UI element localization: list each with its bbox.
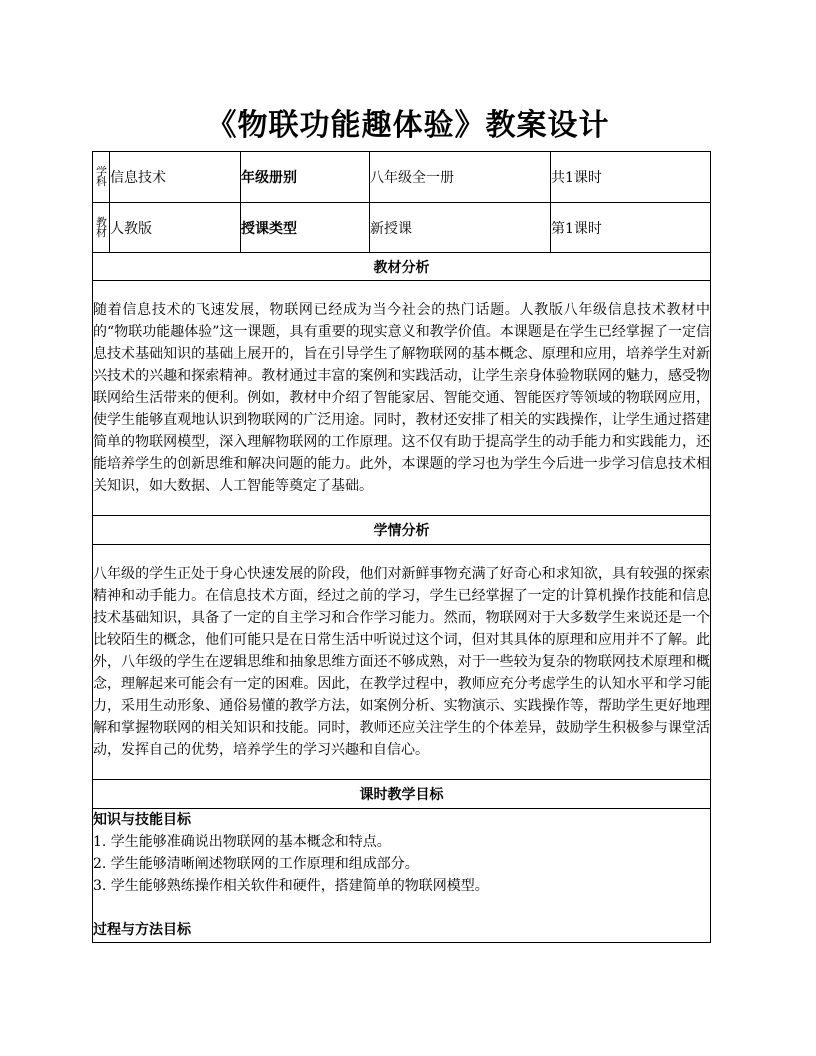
subject-value: 信息技术 xyxy=(110,152,241,203)
textbook-label: 教材 xyxy=(96,215,107,239)
knowledge-heading: 知识与技能目标 xyxy=(93,812,191,829)
info-row-1 xyxy=(93,152,711,203)
grade-value: 八年级全一册 xyxy=(370,152,551,203)
type-value: 新授课 xyxy=(370,203,551,252)
textbook-value: 人教版 xyxy=(110,203,241,252)
info-row-2 xyxy=(93,203,711,252)
knowledge-item: 1. 学生能够准确说出物联网的基本概念和特点。 xyxy=(93,834,391,851)
subject-label-cell xyxy=(93,152,110,203)
student-text-row xyxy=(93,545,711,779)
grade-label: 年级册别 xyxy=(241,152,370,203)
material-heading: 教材分析 xyxy=(93,252,711,280)
material-header-row xyxy=(93,252,711,280)
student-header-row xyxy=(93,516,711,545)
lesson-number: 第1课时 xyxy=(551,203,711,252)
goals-heading: 课时教学目标 xyxy=(93,779,711,808)
knowledge-item: 2. 学生能够清晰阐述物联网的工作原理和组成部分。 xyxy=(93,856,419,873)
textbook-label-cell xyxy=(93,203,110,252)
subject-label: 学科 xyxy=(96,165,107,189)
student-analysis-text: 八年级的学生正处于身心快速发展的阶段，他们对新鲜事物充满了好奇心和求知欲，具有较强的探索精神和动手能力。在信息技术方面，经过之前的学习，学生已经掌握了一定的计算机操作技能和信息技术基础知识，具备了一定的自主学习和合作学习能力。然而，物联网对于大多数学生来说还是一个比较陌生的概念，他们可能只是在日常生活中听说过这个词，但对其具体的原理和应用并不了解。此外，八年级的学生在逻辑思维和抽象思维方面还不够成熟，对于一些较为复杂的物联网技术原理和概念，理解起来可能会有一定的困难。因此，在教学过程中，教师应充分考虑学生的认知水平和学习能力，采用生动形象、通俗易懂的教学方法，如案例分析、实物演示、实践操作等，帮助学生更好地理解和掌握物联网的相关知识和技能。同时，教师还应关注学生的个体差异，鼓励学生积极参与课堂活动，发挥自己的优势，培养学生的学习兴趣和自信心。 xyxy=(93,545,711,779)
goals-content xyxy=(93,808,711,942)
page-title: 《物联功能趣体验》教案设计 xyxy=(206,108,610,143)
goals-row xyxy=(93,808,711,942)
knowledge-item: 3. 学生能够熟练操作相关软件和硬件，搭建简单的物联网模型。 xyxy=(93,878,489,895)
process-heading: 过程与方法目标 xyxy=(93,922,191,939)
spacer xyxy=(93,897,710,919)
total-lessons: 共1课时 xyxy=(551,152,711,203)
material-text-row xyxy=(93,281,711,516)
lesson-plan-table xyxy=(92,151,711,943)
student-heading: 学情分析 xyxy=(93,516,711,545)
type-label: 授课类型 xyxy=(241,203,370,252)
goals-header-row xyxy=(93,779,711,808)
material-analysis-text: 随着信息技术的飞速发展，物联网已经成为当今社会的热门话题。人教版八年级信息技术教材中的“物联功能趣体验”这一课题，具有重要的现实意义和教学价值。本课题是在学生已经掌握了一定信息技术基础知识的基础上展开的，旨在引导学生了解物联网的基本概念、原理和应用，培养学生对新兴技术的兴趣和探索精神。教材通过丰富的案例和实践活动，让学生亲身体验物联网的魅力，感受物联网给生活带来的便利。例如，教材中介绍了智能家居、智能交通、智能医疗等领域的物联网应用，使学生能够直观地认识到物联网的广泛用途。同时，教材还安排了相关的实践操作，让学生通过搭建简单的物联网模型，深入理解物联网的工作原理。这不仅有助于提高学生的动手能力和实践能力，还能培养学生的创新思维和解决问题的能力。此外，本课题的学习也为学生今后进一步学习信息技术相关知识，如大数据、人工智能等奠定了基础。 xyxy=(93,281,711,516)
